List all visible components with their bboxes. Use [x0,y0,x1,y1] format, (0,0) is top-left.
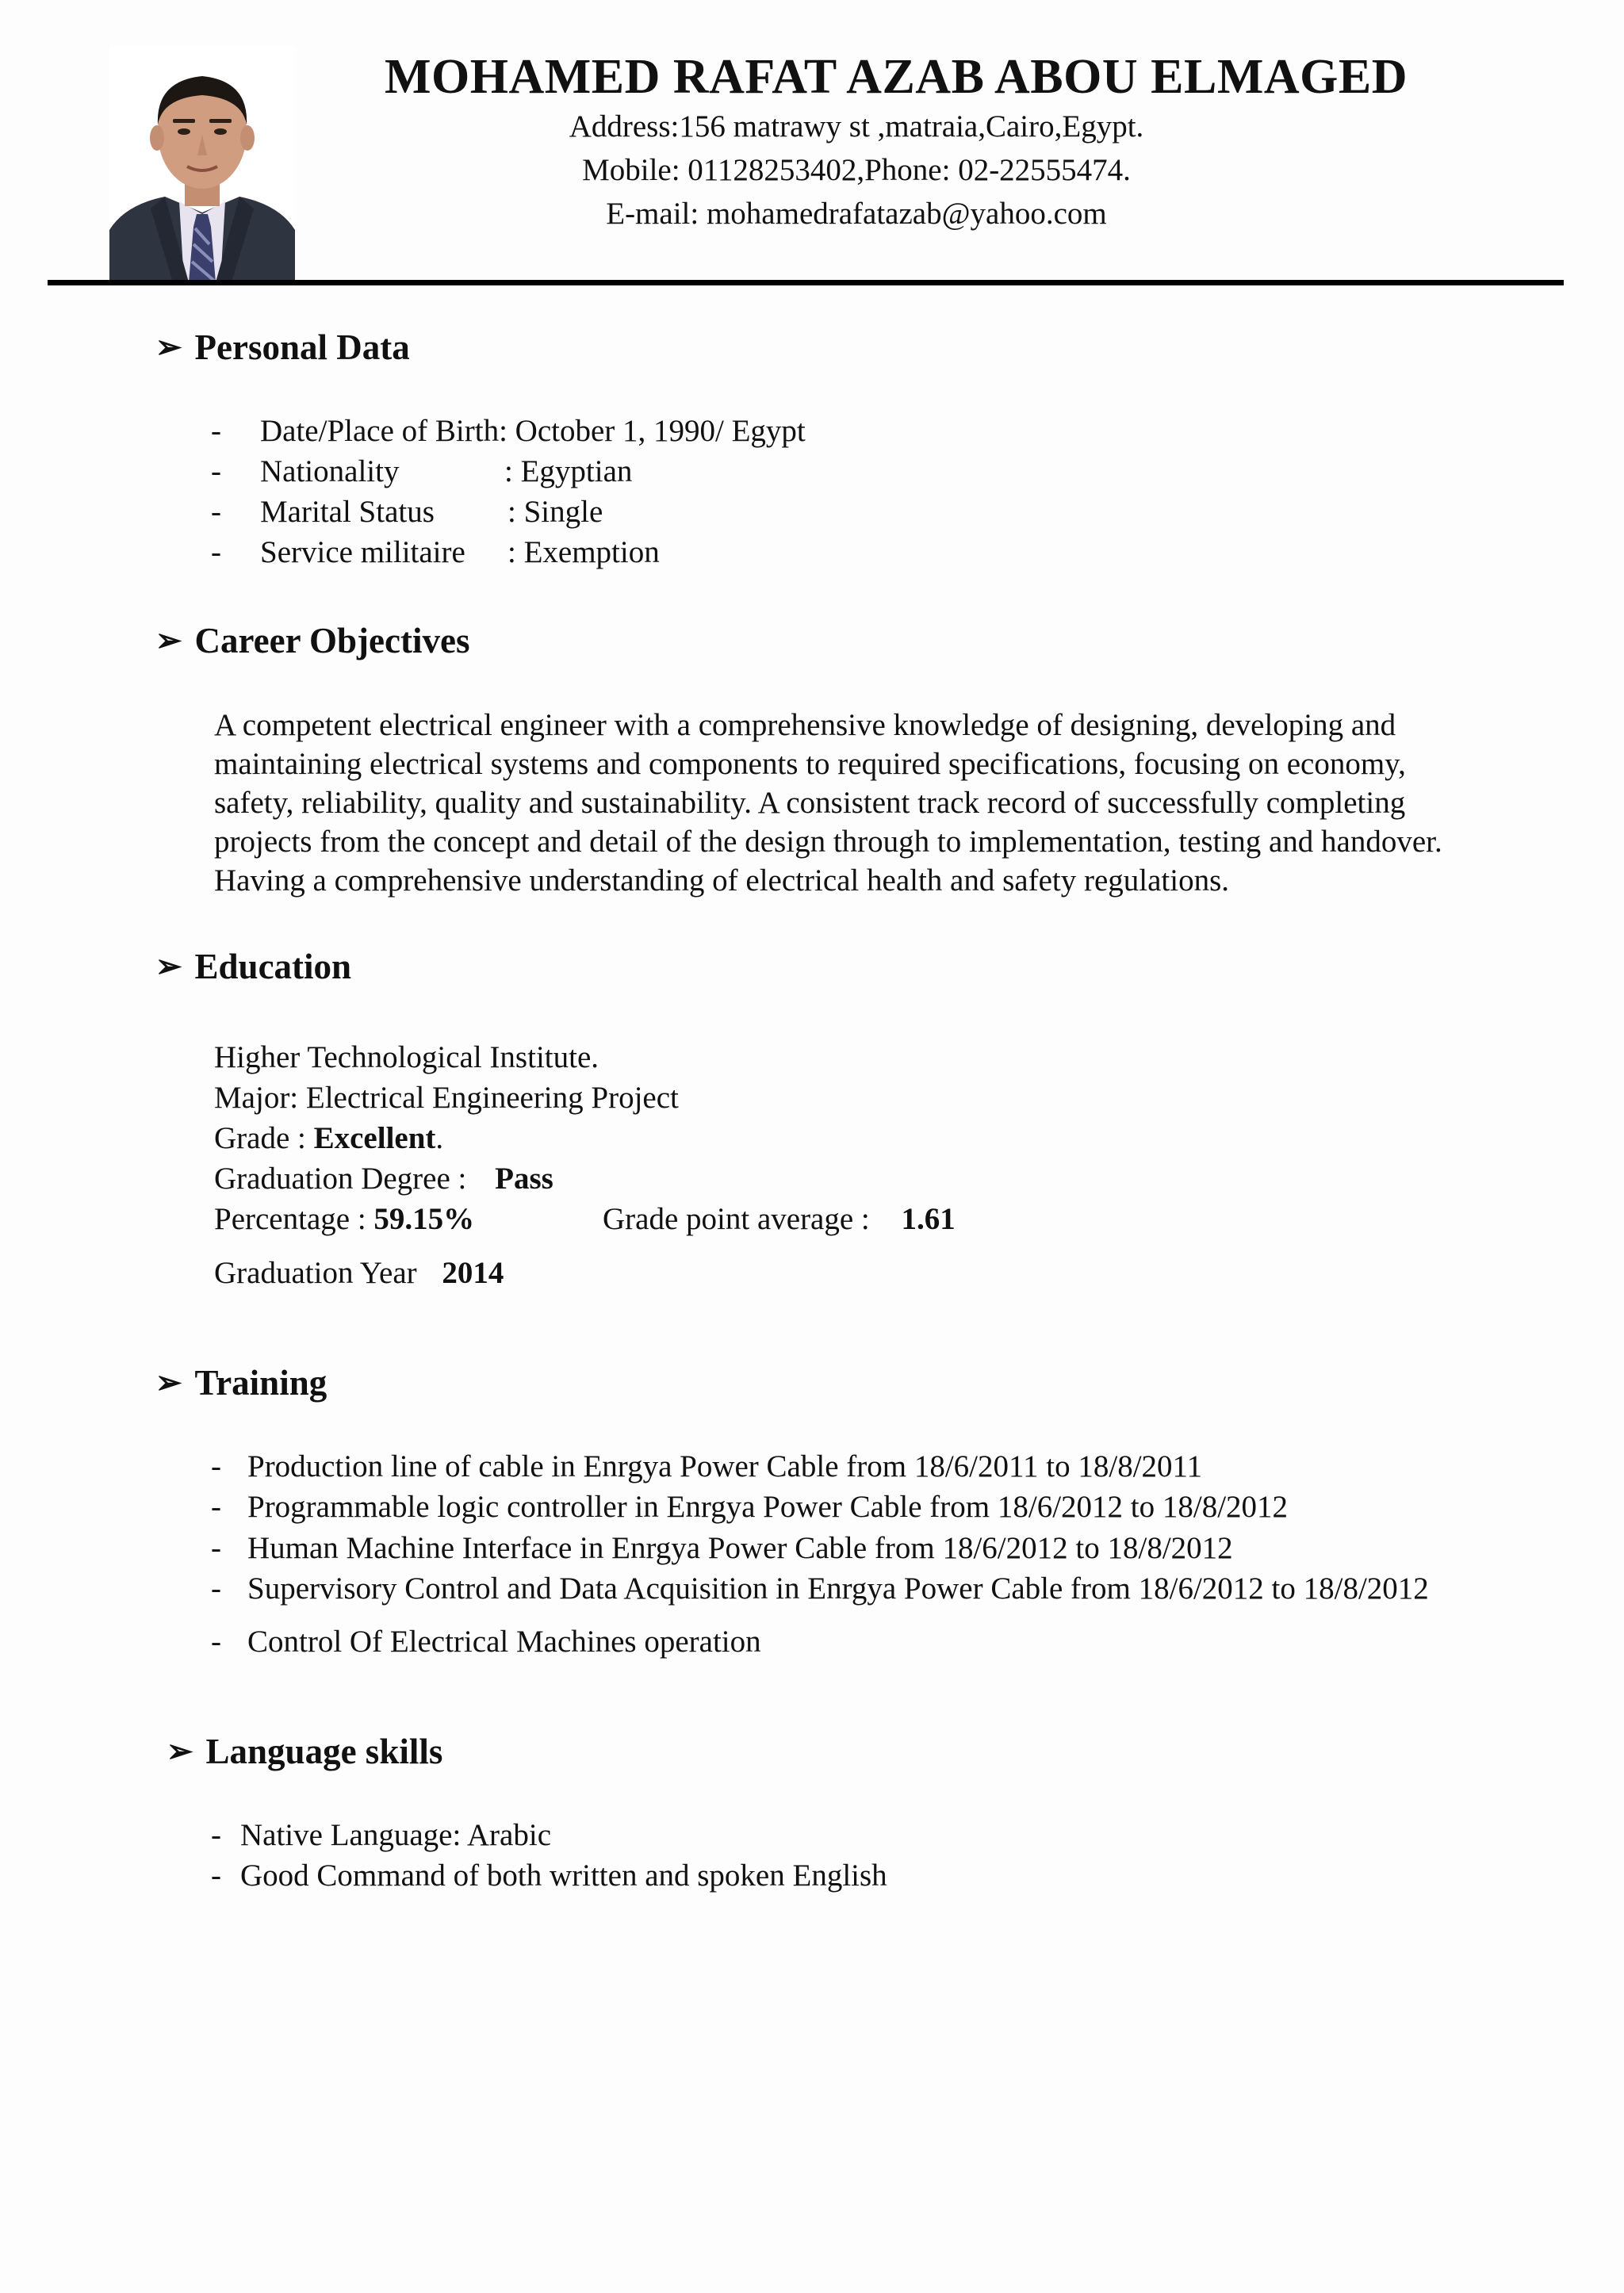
percentage-value: 59.15% [373,1202,475,1236]
section-title: Training [194,1363,327,1403]
personal-data-label: Service militaire [260,535,465,569]
header-divider [48,280,1564,285]
section-title: Language skills [205,1732,443,1771]
section-heading-education [155,946,351,987]
paragraph-line: maintaining electrical systems and components to required specifications, focusing on economy, [214,747,1406,781]
arrow-bullet-icon: ➢ [155,622,182,658]
list-dash: - [211,414,221,448]
education-year [214,1254,504,1292]
email-address: E-mail: mohamedrafatazab@yahoo.com [606,197,1107,231]
section-title: Personal Data [194,327,410,367]
education-institute: Higher Technological Institute. [214,1040,599,1074]
list-dash: - [211,535,221,569]
list-dash: - [211,1449,221,1483]
year-value: 2014 [442,1256,504,1290]
language-item: Good Command of both written and spoken English [240,1859,887,1893]
list-dash: - [211,1531,221,1565]
paragraph-line: A competent electrical engineer with a comprehensive knowledge of designing, developing and [214,708,1396,742]
full-name: MOHAMED RAFAT AZAB ABOU ELMAGED [384,50,1408,104]
section-title: Career Objectives [194,621,470,660]
list-dash: - [211,1818,221,1852]
percentage-label: Percentage : [214,1202,374,1236]
grade-label: Grade : [214,1121,314,1155]
grade-value: Excellent [313,1121,436,1155]
education-major: Major: Electrical Engineering Project [214,1081,679,1115]
personal-data-label: Nationality [260,454,400,488]
education-grade [214,1120,443,1158]
address: Address:156 matrawy st ,matraia,Cairo,Egypt. [569,109,1144,144]
personal-data-value: : Single [508,495,603,529]
profile-photo [109,46,295,282]
list-dash: - [211,1625,221,1659]
paragraph-line: Having a comprehensive understanding of electrical health and safety regulations. [214,863,1230,898]
section-heading-training [155,1362,327,1403]
list-dash: - [211,1571,221,1606]
training-item: Production line of cable in Enrgya Power Cable from 18/6/2011 to 18/8/2011 [247,1449,1203,1483]
list-dash: - [211,1859,221,1893]
arrow-bullet-icon: ➢ [155,1365,182,1400]
section-heading-language-skills [167,1731,442,1772]
education-gpa [603,1200,956,1238]
section-heading-personal-data [155,327,410,368]
section-title: Education [194,947,352,986]
education-degree [214,1160,553,1198]
paragraph-line: projects from the concept and detail of the design through to implementation, testing and handover. [214,825,1442,859]
training-item: Supervisory Control and Data Acquisition in Enrgya Power Cable from 18/6/2012 to 18/8/2012 [247,1571,1429,1606]
training-item: Human Machine Interface in Enrgya Power Cable from 18/6/2012 to 18/8/2012 [247,1531,1233,1565]
arrow-bullet-icon: ➢ [155,329,182,365]
career-objective-paragraph [214,706,1530,900]
training-item: Control Of Electrical Machines operation [247,1625,761,1659]
personal-data-label: Marital Status [260,495,435,529]
list-dash: - [211,495,221,529]
degree-value: Pass [495,1162,553,1196]
paragraph-line: safety, reliability, quality and sustainability. A consistent track record of successfully completing [214,786,1406,820]
personal-data-value: : Exemption [508,535,660,569]
list-dash: - [211,454,221,488]
education-percentage [214,1200,474,1238]
arrow-bullet-icon: ➢ [167,1733,193,1769]
personal-data-item: Date/Place of Birth: October 1, 1990/ Egypt [260,414,806,448]
training-item: Programmable logic controller in Enrgya Power Cable from 18/6/2012 to 18/8/2012 [247,1490,1289,1524]
gpa-label: Grade point average : [603,1202,878,1236]
list-dash: - [211,1490,221,1524]
arrow-bullet-icon: ➢ [155,948,182,984]
degree-label: Graduation Degree : [214,1162,475,1196]
section-heading-career-objectives [155,620,469,661]
year-label: Graduation Year [214,1256,425,1290]
language-item: Native Language: Arabic [240,1818,551,1852]
personal-data-value: : Egyptian [504,454,633,488]
phone-numbers: Mobile: 01128253402,Phone: 02-22555474. [582,153,1131,187]
gpa-value: 1.61 [901,1202,956,1236]
grade-suffix: . [435,1121,444,1155]
